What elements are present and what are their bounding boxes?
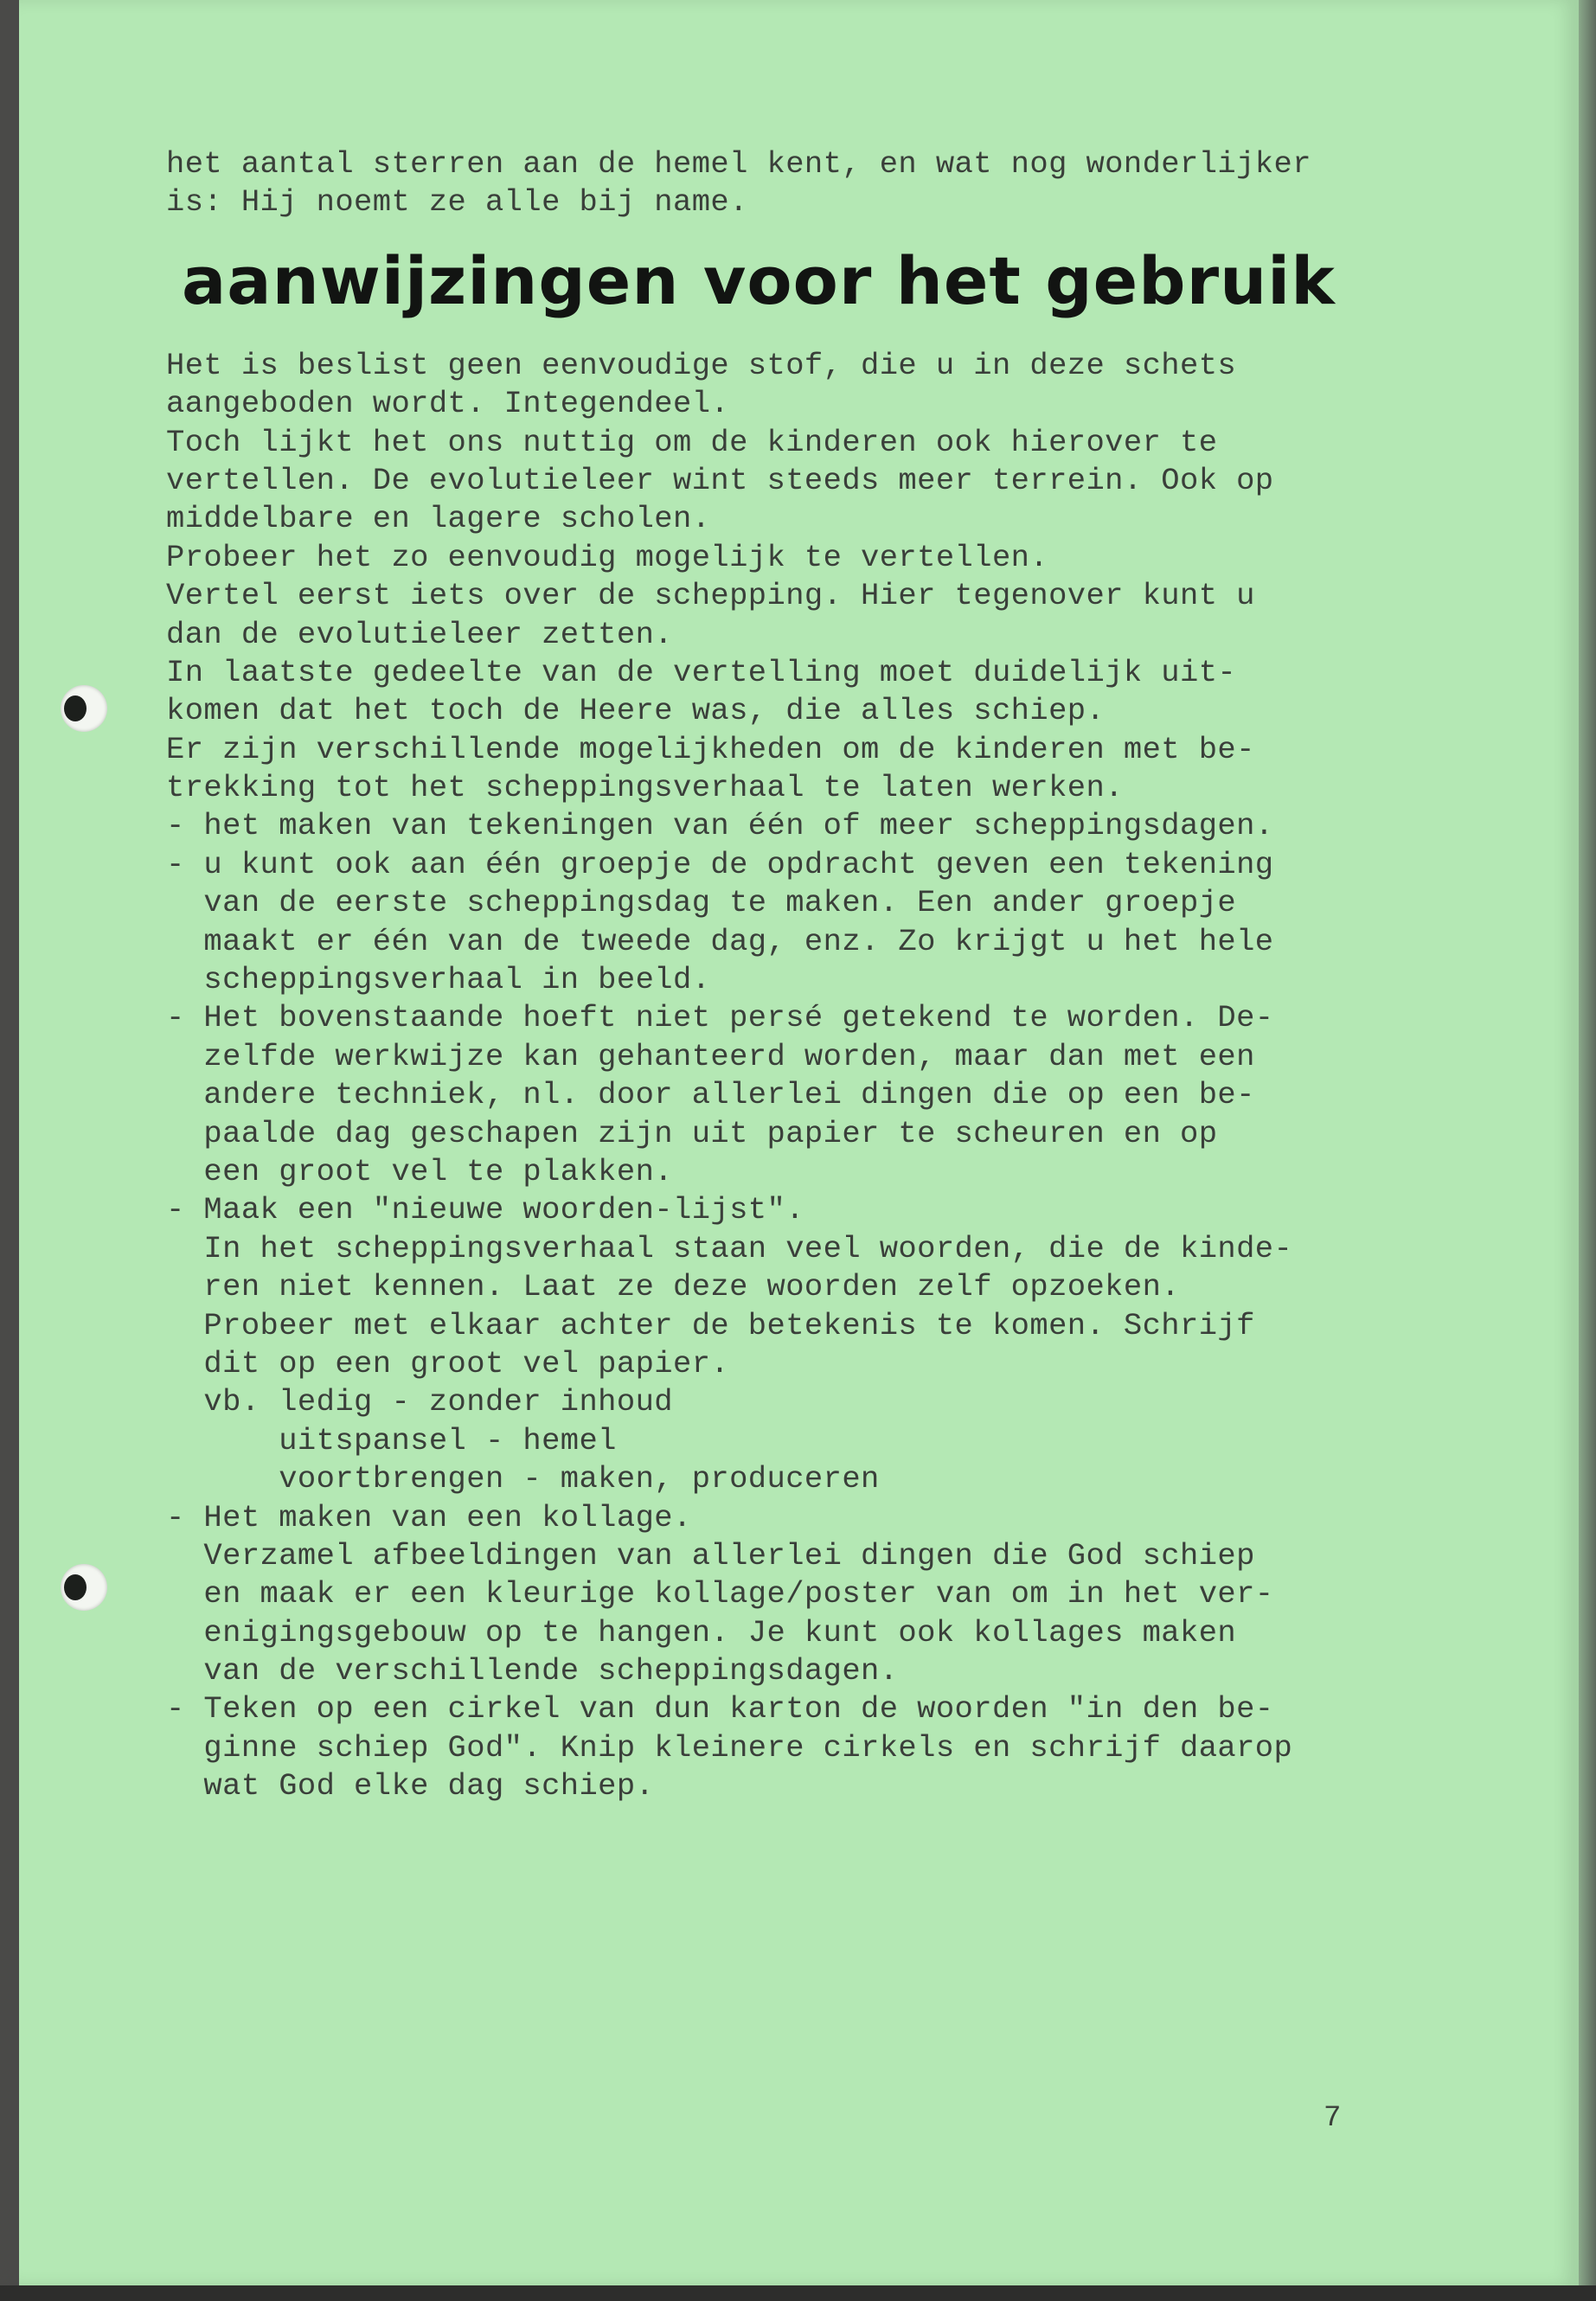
list-item: - Teken op een cirkel van dun karton de woorden "in den be- (166, 1691, 1274, 1727)
text-line: Probeer het zo eenvoudig mogelijk te vertellen. (166, 539, 1049, 575)
list-item-continuation: In het scheppingsverhaal staan veel woorden, die de kinde- (166, 1230, 1293, 1266)
list-item: - Het maken van een kollage. (166, 1499, 692, 1535)
list-item-continuation: enigingsgebouw op te hangen. Je kunt ook kollages maken (166, 1614, 1237, 1650)
list-item-continuation: van de eerste scheppingsdag te maken. Een ander groepje (166, 885, 1237, 921)
text-line: vertellen. De evolutieleer wint steeds meer terrein. Ook op (166, 462, 1274, 498)
intro-paragraph (166, 145, 1464, 222)
punch-hole (61, 1564, 107, 1611)
document-page (19, 0, 1579, 2285)
list-item-continuation: dit op een groot vel papier. (166, 1345, 730, 1381)
text-line: Toch lijkt het ons nuttig om de kinderen ook hierover te (166, 424, 1218, 460)
list-item: - u kunt ook aan één groepje de opdracht geven een tekening (166, 846, 1274, 882)
page-content (166, 145, 1464, 1806)
list-item-continuation: maakt er één van de tweede dag, enz. Zo krijgt u het hele (166, 923, 1274, 959)
list-item-continuation: paalde dag geschapen zijn uit papier te scheuren en op (166, 1115, 1218, 1151)
list-item-continuation: scheppingsverhaal in beeld. (166, 962, 711, 998)
punch-hole (61, 685, 107, 732)
list-item-continuation: wat God elke dag schiep. (166, 1768, 655, 1804)
list-item-continuation: Probeer met elkaar achter de betekenis te komen. Schrijf (166, 1307, 1255, 1343)
text-line: komen dat het toch de Heere was, die alles schiep. (166, 693, 1106, 729)
text-line: Er zijn verschillende mogelijkheden om de kinderen met be- (166, 731, 1255, 767)
body-text (166, 347, 1464, 1806)
list-item-continuation: Verzamel afbeeldingen van allerlei dingen die God schiep (166, 1537, 1255, 1574)
text-line: is: Hij noemt ze alle bij name. (166, 184, 748, 221)
page-number: 7 (1324, 2102, 1342, 2135)
list-item-continuation: ginne schiep God". Knip kleinere cirkels en schrijf daarop (166, 1729, 1293, 1766)
punch-hole-shadow (64, 1574, 87, 1600)
text-line: trekking tot het scheppingsverhaal te laten werken. (166, 770, 1124, 806)
list-item-continuation: een groot vel te plakken. (166, 1153, 673, 1189)
text-line: In laatste gedeelte van de vertelling moet duidelijk uit- (166, 654, 1237, 690)
word-list-entry: uitspansel - hemel (166, 1422, 617, 1458)
text-line: dan de evolutieleer zetten. (166, 616, 673, 652)
list-item-continuation: andere techniek, nl. door allerlei dingen die op een be- (166, 1077, 1255, 1113)
text-line: Vertel eerst iets over de schepping. Hier tegenover kunt u (166, 578, 1255, 614)
text-line: aangeboden wordt. Integendeel. (166, 386, 730, 422)
word-list-entry: voortbrengen - maken, produceren (166, 1461, 880, 1497)
binder-edge (1579, 0, 1596, 2301)
list-item-continuation: ren niet kennen. Laat ze deze woorden zelf opzoeken. (166, 1269, 1180, 1305)
list-item: - Maak een "nieuwe woorden-lijst". (166, 1192, 804, 1228)
text-line: middelbare en lagere scholen. (166, 501, 711, 537)
list-item-continuation: en maak er een kleurige kollage/poster van om in het ver- (166, 1576, 1274, 1612)
list-item: - Het bovenstaande hoeft niet persé getekend te worden. De- (166, 1000, 1274, 1036)
text-line: Het is beslist geen eenvoudige stof, die u in deze schets (166, 347, 1237, 383)
text-line: het aantal sterren aan de hemel kent, en wat nog wonderlijker (166, 146, 1311, 182)
scan-background (0, 2285, 1596, 2301)
list-item-continuation: zelfde werkwijze kan gehanteerd worden, maar dan met een (166, 1038, 1255, 1074)
list-item-continuation: van de verschillende scheppingsdagen. (166, 1653, 899, 1689)
word-list-entry: vb. ledig - zonder inhoud (166, 1384, 673, 1420)
section-heading: aanwijzingen voor het gebruik (182, 241, 1336, 319)
punch-hole-shadow (64, 695, 87, 721)
list-item: - het maken van tekeningen van één of meer scheppingsdagen. (166, 808, 1274, 844)
